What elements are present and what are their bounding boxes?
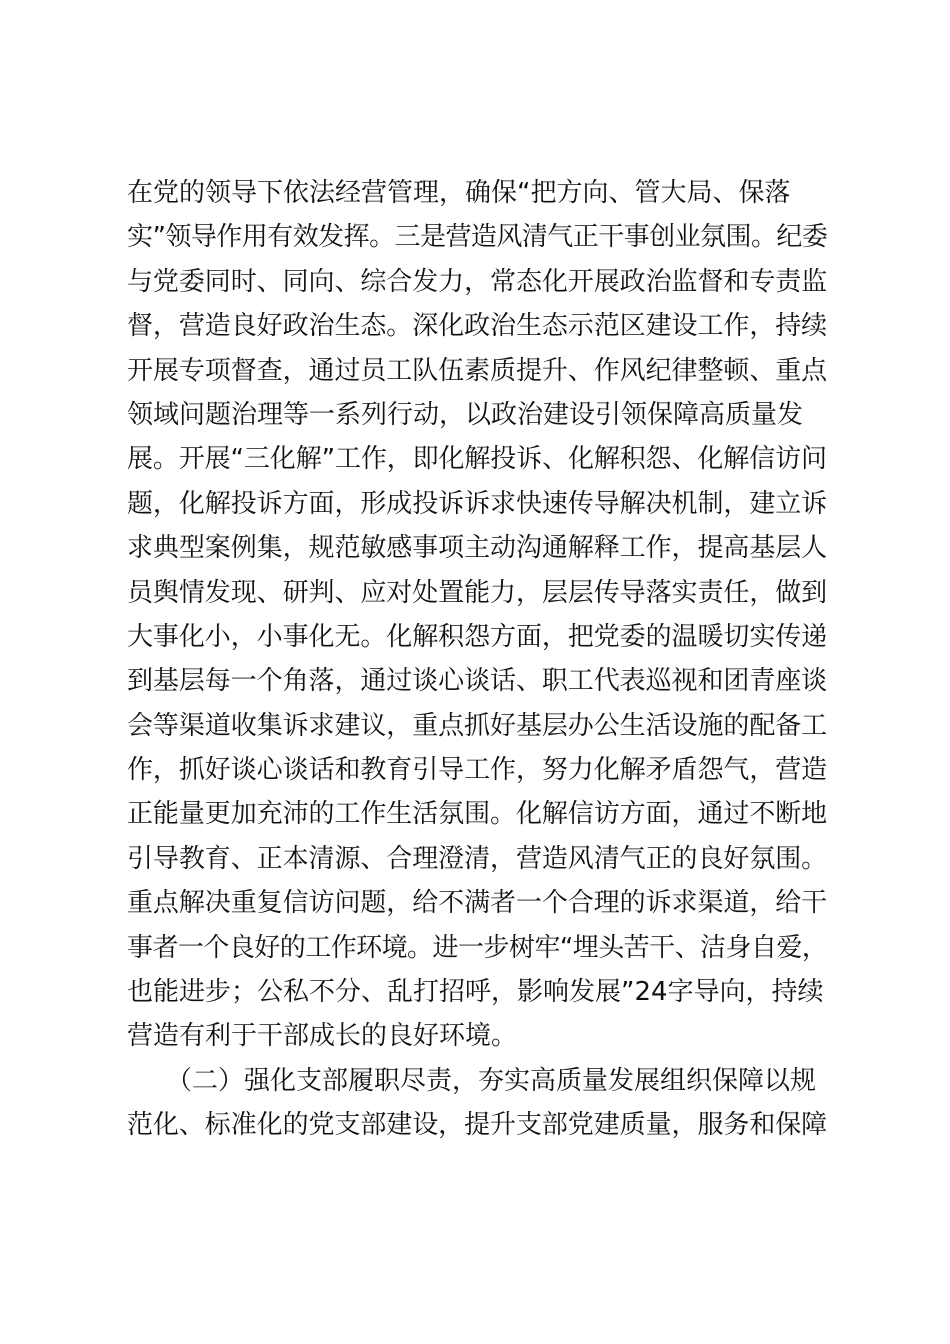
text-line: 题，化解投诉方面，形成投诉诉求快速传导解决机制，建立诉 xyxy=(127,488,828,519)
text-line: 展。开展“三化解”工作，即化解投诉、化解积怨、化解信访问 xyxy=(127,444,827,475)
text-line: 与党委同时、同向、综合发力，常态化开展政治监督和专责监 xyxy=(127,266,828,297)
text-line: 范化、标准化的党支部建设，提升支部党建质量，服务和保障 xyxy=(127,1110,828,1141)
text-line: 也能进步；公私不分、乱打招呼，影响发展”24字导向，持续 xyxy=(127,977,824,1008)
text-line: 重点解决重复信访问题，给不满者一个合理的诉求渠道，给干 xyxy=(127,888,828,919)
text-line: 领域问题治理等一系列行动，以政治建设引领保障高质量发 xyxy=(127,399,804,430)
text-line: 到基层每一个角落，通过谈心谈话、职工代表巡视和团青座谈 xyxy=(127,666,828,697)
text-line: 求典型案例集，规范敏感事项主动沟通解释工作，提高基层人 xyxy=(127,533,828,564)
text-line: 事者一个良好的工作环境。进一步树牢“埋头苦干、洁身自爱， xyxy=(127,932,828,963)
text-line: 在党的领导下依法经营管理，确保“把方向、管大局、保落 xyxy=(127,178,791,208)
text-line: 实”领导作用有效发挥。三是营造风清气正干事创业氛围。纪委 xyxy=(127,222,828,253)
text-line: 开展专项督查，通过员工队伍素质提升、作风纪律整顿、重点 xyxy=(127,355,828,386)
section-heading-line: （二）强化支部履职尽责，夯实高质量发展组织保障以规 xyxy=(127,1065,817,1096)
text-line: 督，营造良好政治生态。深化政治生态示范区建设工作，持续 xyxy=(127,311,828,342)
text-line: 引导教育、正本清源、合理澄清，营造风清气正的良好氛围。 xyxy=(127,843,828,874)
text-line: 作，抓好谈心谈话和教育引导工作，努力化解矛盾怨气，营造 xyxy=(127,755,828,786)
text-line: 员舆情发现、研判、应对处置能力，层层传导落实责任，做到 xyxy=(127,577,828,608)
text-line: 正能量更加充沛的工作生活氛围。化解信访方面，通过不断地 xyxy=(127,799,828,830)
body-text xyxy=(127,171,827,1148)
text-line: 大事化小，小事化无。化解积怨方面，把党委的温暖切实传递 xyxy=(127,621,828,652)
text-line: 会等渠道收集诉求建议，重点抓好基层办公生活设施的配备工 xyxy=(127,710,828,741)
text-line: 营造有利于干部成长的良好环境。 xyxy=(127,1021,518,1052)
